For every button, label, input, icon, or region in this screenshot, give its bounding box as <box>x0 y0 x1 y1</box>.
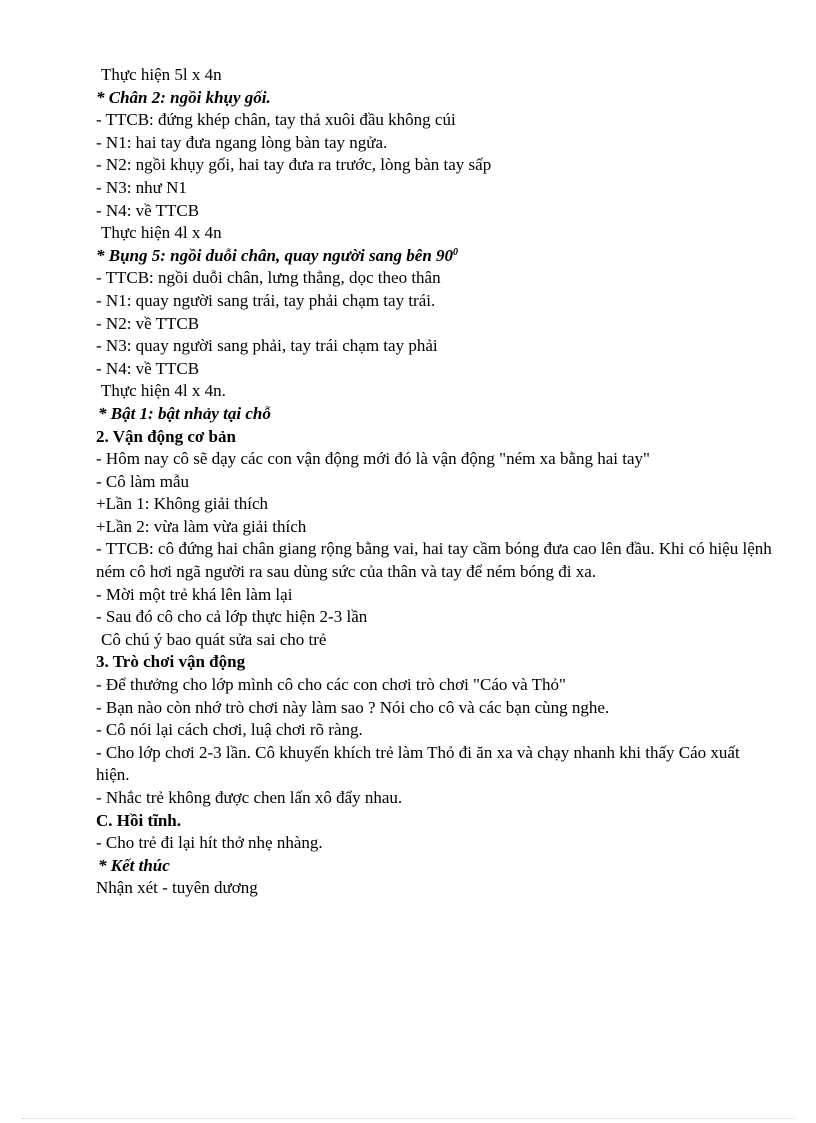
text-line: - TTCB: đứng khép chân, tay thả xuôi đầu không cúi <box>96 110 456 130</box>
page-footer-divider <box>22 1118 794 1119</box>
text-line: - Mời một trẻ khá lên làm lại <box>96 584 293 604</box>
text-line: - Cô làm mẫu <box>96 471 190 491</box>
text-line: - N3: quay người sang phải, tay trái chạm tay phải <box>96 336 438 356</box>
section-heading: * Chân 2: ngồi khụy gối. <box>96 87 271 107</box>
text-line: - Sau đó cô cho cả lớp thực hiện 2-3 lần <box>96 607 368 627</box>
text-line: +Lần 2: vừa làm vừa giải thích <box>96 516 307 536</box>
text-line: - N4: về TTCB <box>96 358 200 378</box>
text-line: - Cô nói lại cách chơi, luậ chơi rõ ràng. <box>96 720 363 740</box>
text-paragraph: - Cho lớp chơi 2-3 lần. Cô khuyến khích trẻ làm Thỏ đi ăn xa và chạy nhanh khi thấy Cáo xuất hiện. <box>96 742 740 785</box>
text-line: - Hôm nay cô sẽ dạy các con vận động mới đó là vận động "ném xa bằng hai tay" <box>96 449 650 469</box>
text-line: Thực hiện 4l x 4n. <box>101 381 226 401</box>
text-line: - N2: ngồi khụy gối, hai tay đưa ra trước, lòng bàn tay sấp <box>96 155 492 175</box>
section-heading: 2. Vận động cơ bản <box>96 426 236 446</box>
section-heading: C. Hồi tĩnh. <box>96 810 182 830</box>
degree-superscript: 0 <box>453 246 459 258</box>
text-line: - Bạn nào còn nhớ trò chơi này làm sao ? Nói cho cô và các bạn cùng nghe. <box>96 697 610 717</box>
text-line: - Nhắc trẻ không được chen lấn xô đẩy nhau. <box>96 788 403 807</box>
text-paragraph: - TTCB: cô đứng hai chân giang rộng bằng vai, hai tay cầm bóng đưa cao lên đầu. Khi có hiệu lệnh ném cô hơi ngã người ra sau dùng sức của thân và tay để ném bóng đi xa. <box>96 539 772 582</box>
text-line: - Cho trẻ đi lại hít thở nhẹ nhàng. <box>96 833 323 853</box>
section-heading: * Kết thúc <box>98 855 170 875</box>
text-line: Cô chú ý bao quát sửa sai cho trẻ <box>101 629 327 649</box>
text-line: - TTCB: ngồi duỗi chân, lưng thẳng, dọc theo thân <box>96 268 441 288</box>
text-line: Nhận xét - tuyên dương <box>96 878 258 898</box>
section-heading: * Bật 1: bật nhảy tại chỗ <box>98 403 271 423</box>
text-line: +Lần 1: Không giải thích <box>96 494 269 514</box>
text-line: - N1: quay người sang trái, tay phải chạm tay trái. <box>96 290 436 310</box>
text-line: - N3: như N1 <box>96 177 187 197</box>
text-line: - Để thưởng cho lớp mình cô cho các con chơi trò chơi "Cáo và Thỏ" <box>96 675 566 695</box>
text-line: Thực hiện 4l x 4n <box>101 223 222 243</box>
text-line: - N4: về TTCB <box>96 200 200 220</box>
text-line: - N2: về TTCB <box>96 313 200 333</box>
document-body <box>96 64 776 900</box>
text-line: - N1: hai tay đưa ngang lòng bàn tay ngửa. <box>96 132 388 152</box>
heading-text: * Bụng 5: ngồi duỗi chân, quay người sang bên 90 <box>96 245 454 265</box>
text-line: Thực hiện 5l x 4n <box>101 65 222 84</box>
section-heading: 3. Trò chơi vận động <box>96 652 246 672</box>
section-heading <box>96 245 776 268</box>
